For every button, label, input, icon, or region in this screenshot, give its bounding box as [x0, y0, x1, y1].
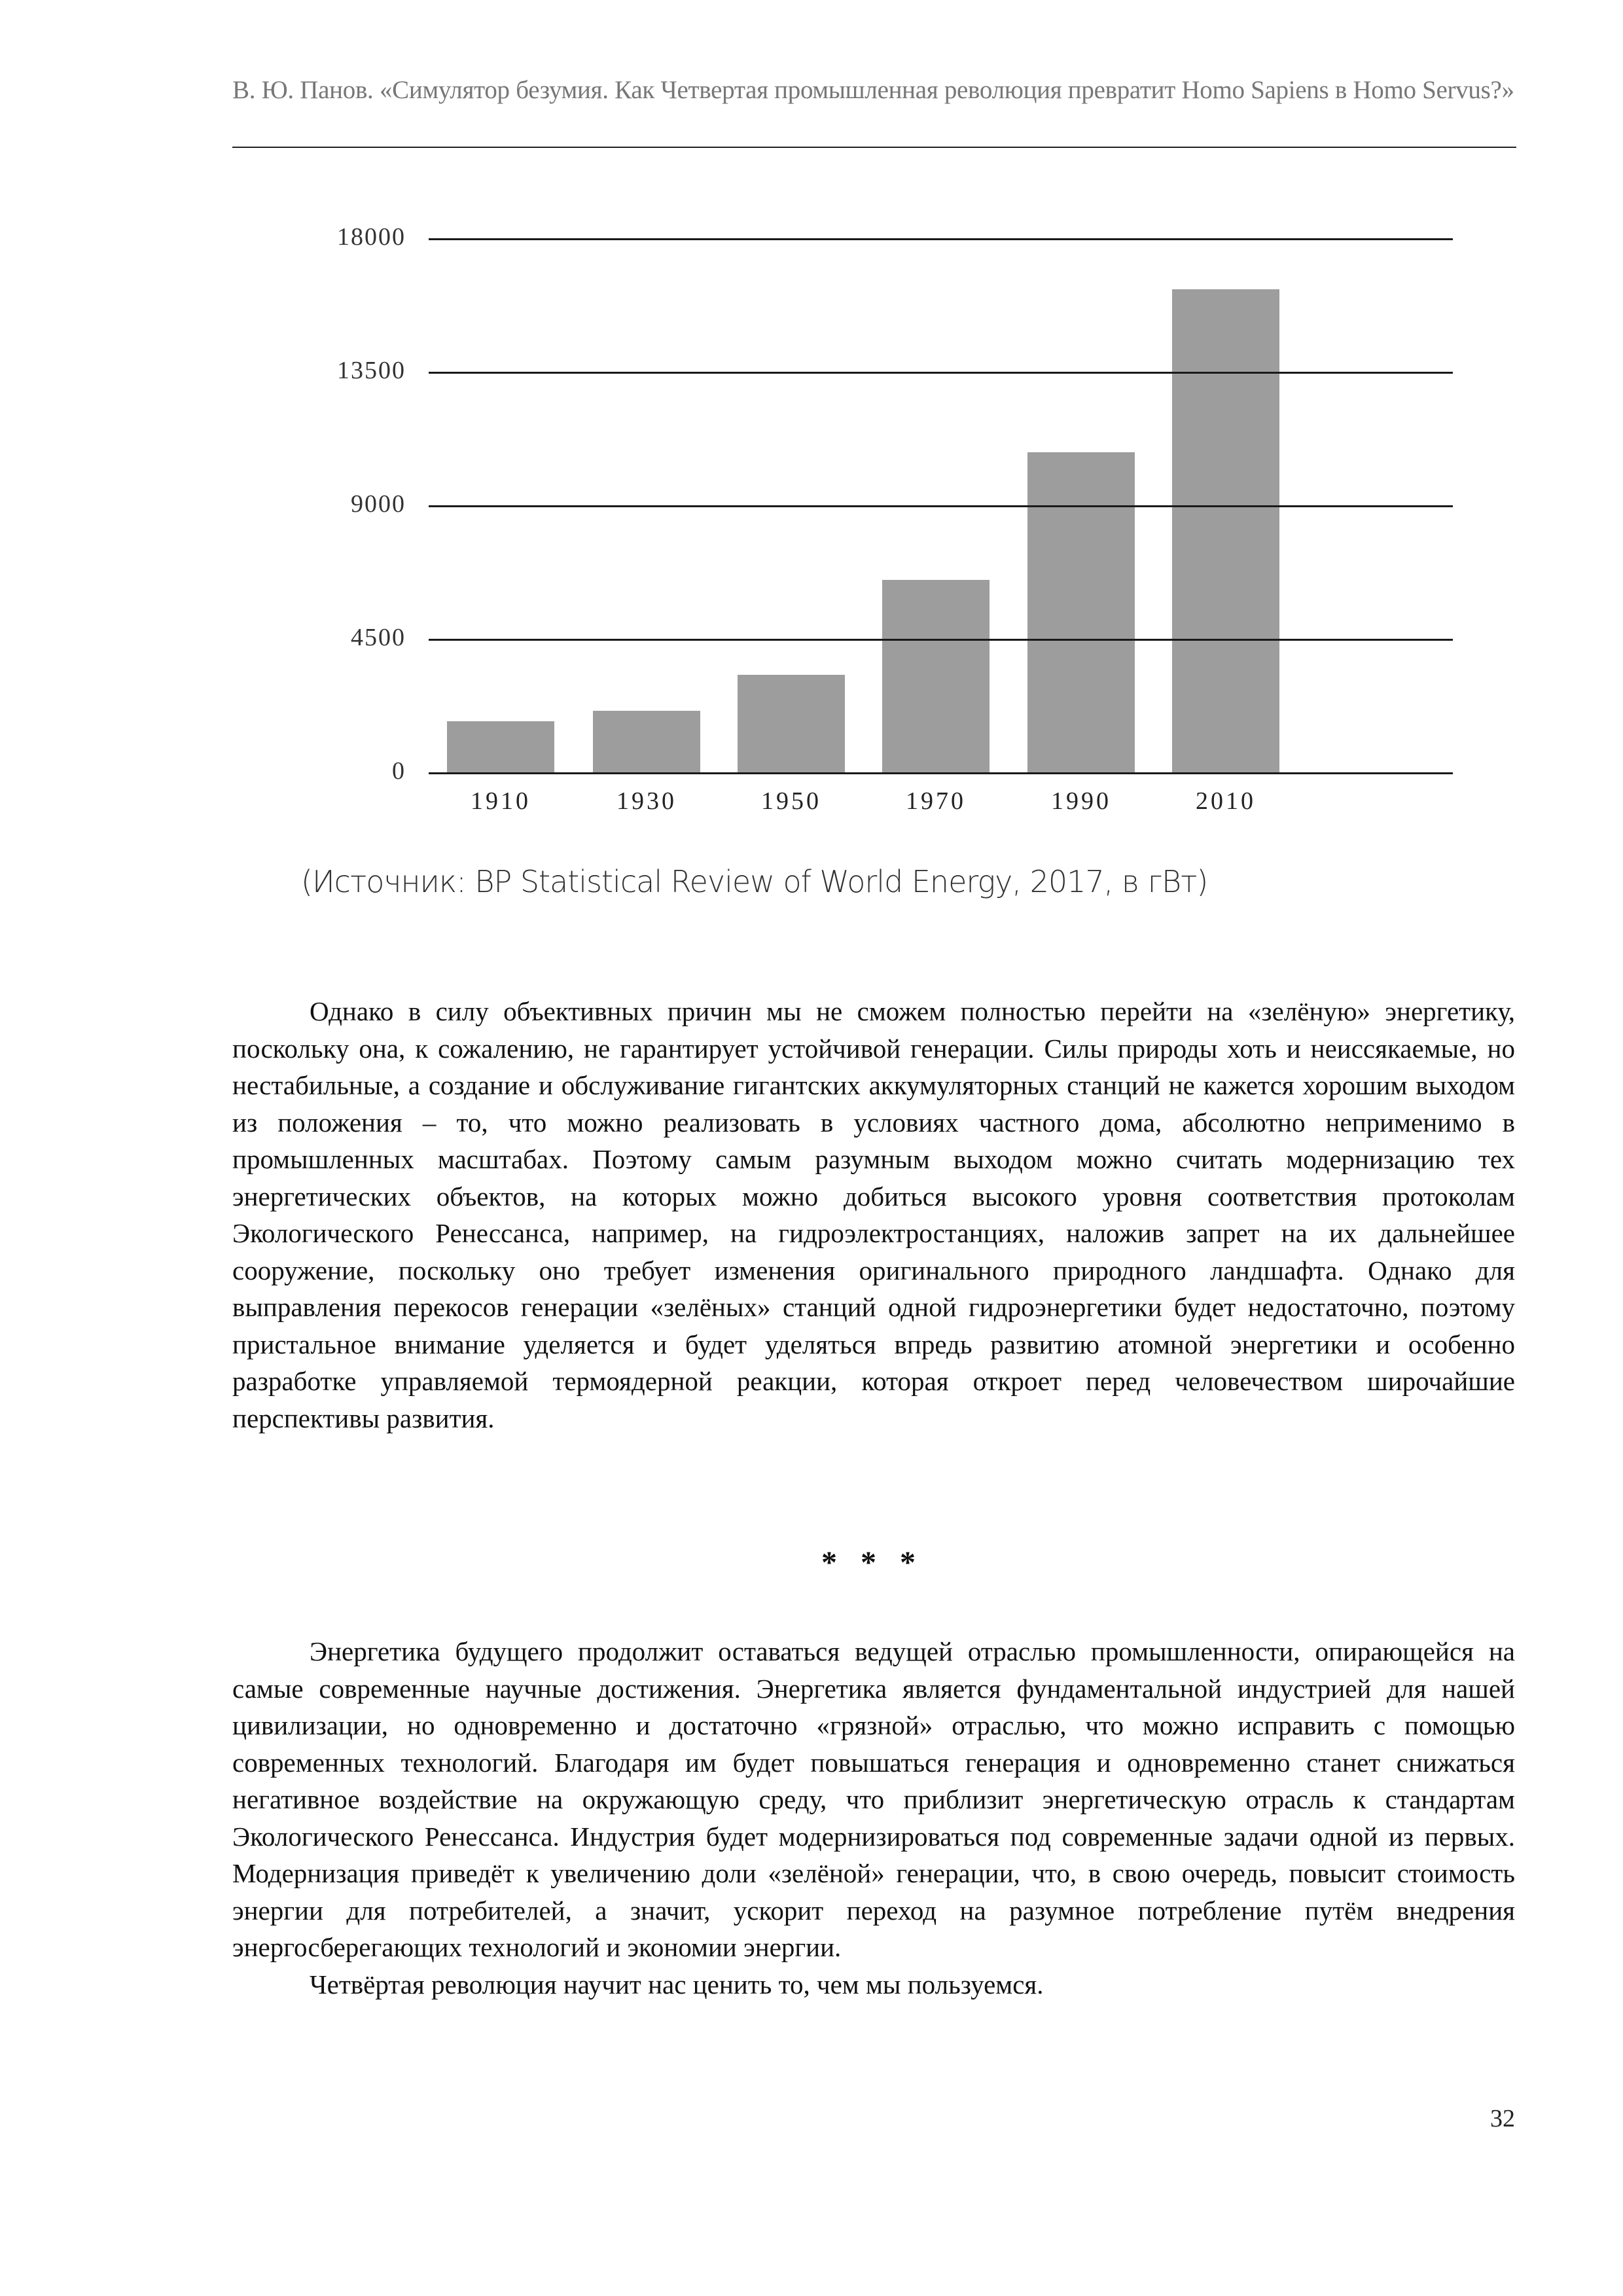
chart-source-caption: (Источник: BP Statistical Review of World Energy, 2017, в гВт) [301, 864, 1208, 899]
paragraph-2 [232, 1633, 1515, 2003]
bar-1910 [447, 721, 554, 773]
running-header: В. Ю. Панов. «Симулятор безумия. Как Четвертая промышленная революция превратит Homo Sapiens в Homo Servus?» [232, 76, 1514, 104]
y-tick-0: 0 [392, 757, 406, 785]
paragraph-1-text: Однако в силу объективных причин мы не сможем полностью перейти на «зелёную» энергетику, поскольку она, к сожалению, не гарантирует устойчивой генерации. Силы природы хоть и неиссякаемые, но нестабильные, а создание и обслуживание гигантских аккумуляторных станций не кажется хорошим выходом из положения – то, что можно реализовать в условиях частного дома, абсолютно неприменимо в промышленных масштабах. Поэтому самым разумным выходом можно считать модернизацию тех энергетических объектов, на которых можно добиться высокого уровня соответствия протоколам Экологического Ренессанса, например, на гидроэлектростанциях, наложив запрет на их дальнейшее сооружение, поскольку оно требует изменения оригинального природного ландшафта. Однако для выправления перекосов генерации «зелёных» станций одной гидроэнергетики будет недостаточно, поэтому пристальное внимание уделяется и будет уделяться впредь развитию атомной энергетики и особенно разработке управляемой термоядерной реакции, которая откроет перед человечеством широчайшие перспективы развития. [232, 996, 1515, 1433]
bar-2010 [1172, 289, 1279, 773]
gridline-9000 [429, 505, 1453, 507]
y-tick-4500: 4500 [351, 624, 406, 651]
bar-1950 [738, 675, 845, 773]
gridline-4500 [429, 639, 1453, 641]
paragraph-2-text: Энергетика будущего продолжит оставаться ведущей отраслью промышленности, опирающейся на самые современные научные достижения. Энергетика является фундаментальной индустрией для нашей цивилизации, но одновременно и достаточно «грязной» отраслью, что можно исправить с помощью современных технологий. Благодаря им будет повышаться генерация и одновременно станет снижаться негативное воздействие на окружающую среду, что приблизит энергетическую отрасль к стандартам Экологического Ренессанса. Индустрия будет модернизироваться под современные задачи одной из первых. Модернизация приведёт к увеличению доли «зелёной» генерации, что, в свою очередь, повысит стоимость энергии для потребителей, а значит, ускорит переход на разумное потребление путём внедрения энергосберегающих технологий и экономии энергии. [232, 1636, 1515, 1962]
bar-chart [288, 216, 1466, 815]
x-tick-2010: 2010 [1196, 787, 1256, 815]
bar-1970 [882, 580, 990, 773]
y-tick-9000: 9000 [351, 490, 406, 518]
x-tick-1990: 1990 [1051, 787, 1111, 815]
bar-1930 [593, 711, 700, 773]
header-divider [232, 147, 1516, 148]
x-tick-1970: 1970 [906, 787, 966, 815]
x-tick-1950: 1950 [761, 787, 821, 815]
page-number: 32 [1490, 2105, 1515, 2132]
x-axis-baseline [429, 772, 1453, 774]
gridline-13500 [429, 372, 1453, 374]
y-tick-13500: 13500 [337, 357, 406, 384]
paragraph-1 [232, 993, 1515, 1437]
x-tick-1910: 1910 [471, 787, 531, 815]
y-tick-18000: 18000 [337, 223, 406, 251]
paragraph-3-text: Четвёртая революция научит нас ценить то, чем мы пользуемся. [310, 1969, 1044, 2000]
x-tick-1930: 1930 [616, 787, 677, 815]
gridline-18000 [429, 238, 1453, 240]
section-separator: * * * [821, 1545, 923, 1580]
bar-1990 [1027, 452, 1135, 773]
